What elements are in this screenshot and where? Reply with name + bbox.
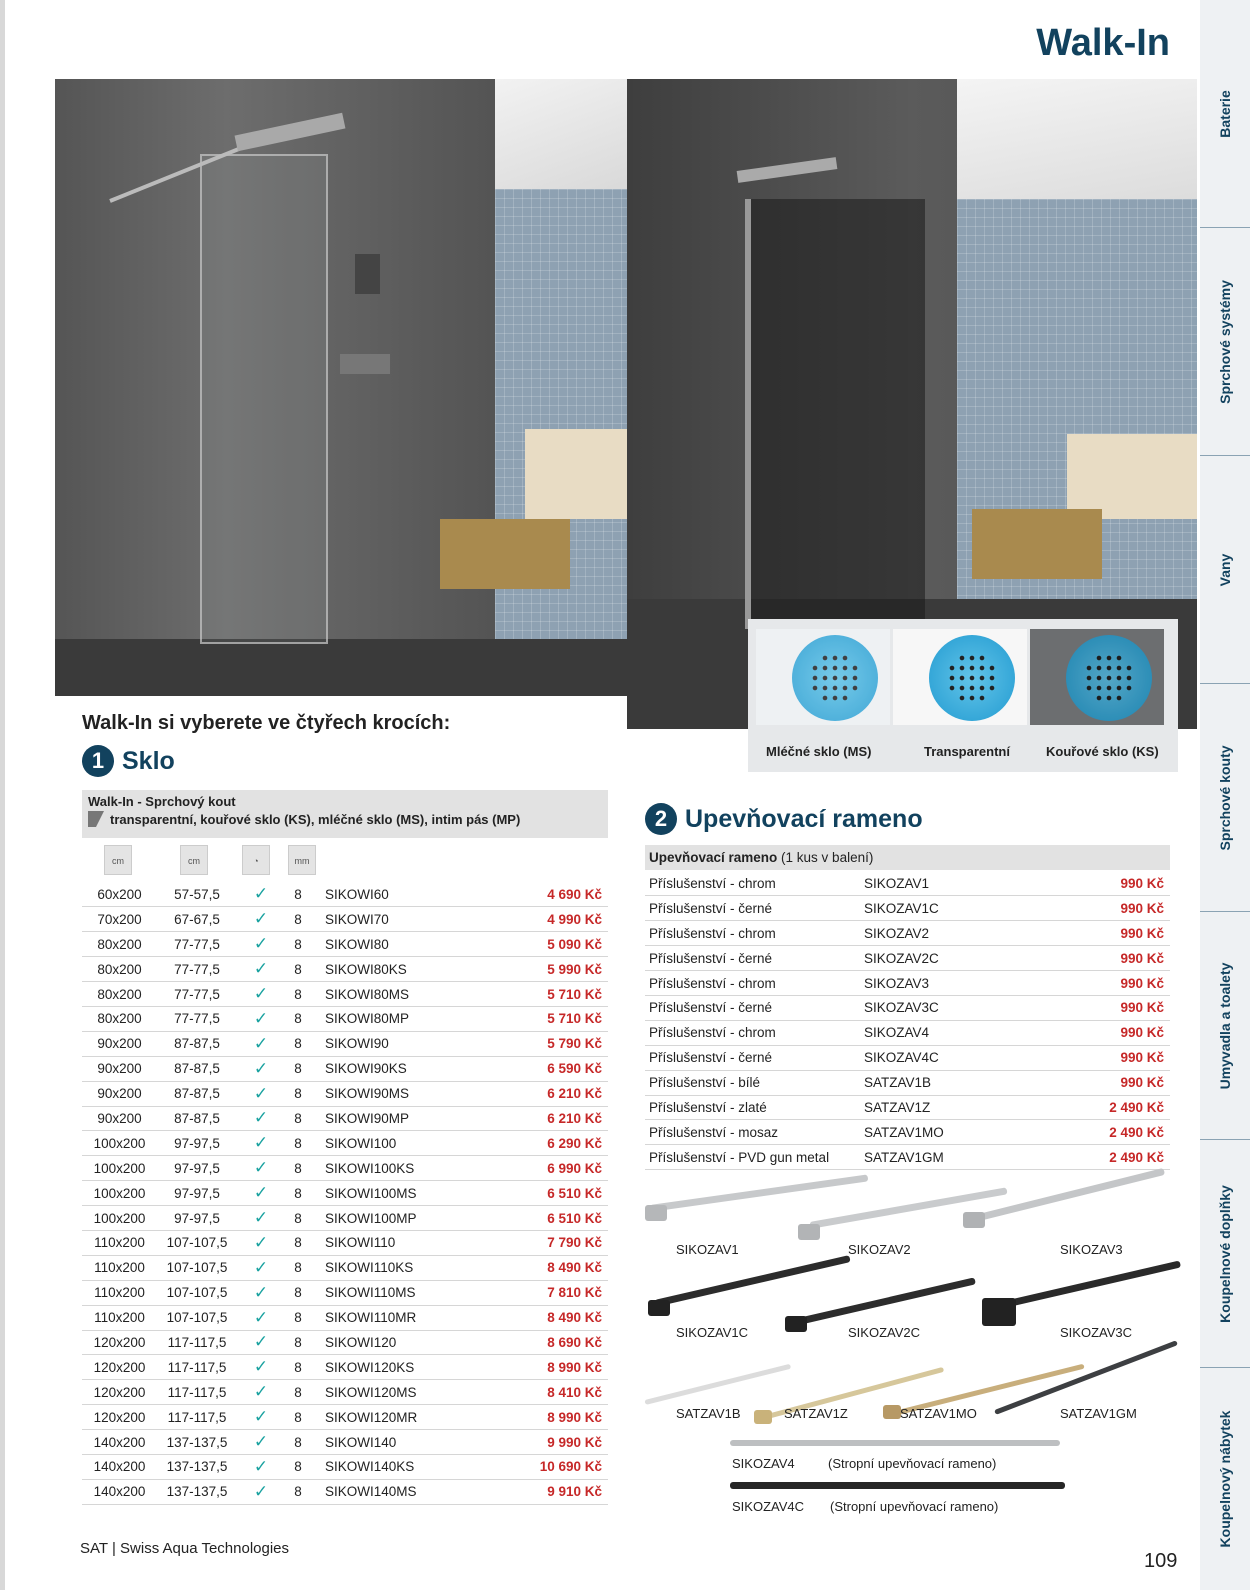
- price-cell: 7 790 Kč: [492, 1230, 608, 1255]
- desc-cell: Příslušenství - chrom: [645, 1020, 860, 1045]
- price-cell: 990 Kč: [1038, 896, 1170, 921]
- range-cell: 57-57,5: [157, 882, 237, 907]
- range-cell: 87-87,5: [157, 1031, 237, 1056]
- desc-cell: Příslušenství - chrom: [645, 921, 860, 946]
- label-sikozav1: SIKOZAV1: [676, 1242, 739, 1257]
- thickness-cell: 8: [285, 1355, 311, 1380]
- size-cell: 90x200: [82, 1106, 157, 1131]
- check-icon: ✓: [237, 1405, 285, 1430]
- price-cell: 2 490 Kč: [1038, 1145, 1170, 1170]
- check-icon: ✓: [237, 1305, 285, 1330]
- code-cell: SATZAV1B: [860, 1070, 1038, 1095]
- code-cell: SIKOWI80KS: [311, 957, 492, 982]
- price-cell: 990 Kč: [1038, 1070, 1170, 1095]
- swatch-label: Kouřové sklo (KS): [1046, 744, 1159, 759]
- table-row: [645, 896, 1170, 921]
- price-cell: 5 710 Kč: [492, 1006, 608, 1031]
- sidebar-item-doplnky[interactable]: Koupelnové doplňky: [1200, 1140, 1250, 1368]
- thickness-cell: 8: [285, 907, 311, 932]
- desc-cell: Příslušenství - černé: [645, 946, 860, 971]
- thickness-icon: mm: [288, 845, 316, 875]
- check-icon: ✓: [237, 1056, 285, 1081]
- table-row: [82, 1454, 608, 1479]
- range-cell: 87-87,5: [157, 1056, 237, 1081]
- sidebar-item-sprchove-systemy[interactable]: Sprchové systémy: [1200, 228, 1250, 456]
- sidebar-item-nabytek[interactable]: Koupelnový nábytek: [1217, 1410, 1233, 1548]
- swatch-label: Mléčné sklo (MS): [766, 744, 872, 759]
- table-row: [82, 1380, 608, 1405]
- check-icon: ✓: [237, 907, 285, 932]
- size-cell: 90x200: [82, 1031, 157, 1056]
- intro-heading: Walk-In si vyberete ve čtyřech krocích:: [82, 712, 451, 734]
- range-cell: 107-107,5: [157, 1280, 237, 1305]
- swatch-transparentni: [893, 629, 1027, 725]
- check-icon: ✓: [237, 1380, 285, 1405]
- thickness-cell: 8: [285, 1255, 311, 1280]
- table-row: [82, 1131, 608, 1156]
- step-title: Upevňovací rameno: [685, 804, 923, 833]
- sklo-info-box: [82, 790, 608, 838]
- check-icon: ✓: [237, 1206, 285, 1231]
- desc-cell: Příslušenství - černé: [645, 995, 860, 1020]
- code-cell: SIKOWI100MS: [311, 1181, 492, 1206]
- size-cell: 140x200: [82, 1430, 157, 1455]
- price-cell: 4 690 Kč: [492, 882, 608, 907]
- code-cell: SATZAV1MO: [860, 1120, 1038, 1145]
- price-cell: 6 510 Kč: [492, 1206, 608, 1231]
- size-cell: 120x200: [82, 1380, 157, 1405]
- size-cell: 90x200: [82, 1081, 157, 1106]
- table-row: [82, 1405, 608, 1430]
- table-row: [82, 1355, 608, 1380]
- thickness-cell: 8: [285, 1006, 311, 1031]
- table-row: [645, 871, 1170, 896]
- thickness-cell: 8: [285, 1380, 311, 1405]
- code-cell: SIKOWI120: [311, 1330, 492, 1355]
- step-1-heading: [82, 745, 175, 777]
- desc-cell: Příslušenství - mosaz: [645, 1120, 860, 1145]
- size-cell: 140x200: [82, 1479, 157, 1504]
- range-cell: 137-137,5: [157, 1454, 237, 1479]
- table-row: [82, 932, 608, 957]
- check-icon: ✓: [237, 1081, 285, 1106]
- range-cell: 97-97,5: [157, 1206, 237, 1231]
- size-cell: 110x200: [82, 1255, 157, 1280]
- thickness-cell: 8: [285, 1305, 311, 1330]
- swatch-kourove: [1030, 629, 1164, 725]
- code-cell: SIKOWI120KS: [311, 1355, 492, 1380]
- thickness-cell: 8: [285, 982, 311, 1007]
- code-cell: SIKOZAV1: [860, 871, 1038, 896]
- thickness-cell: 8: [285, 1479, 311, 1504]
- sklo-box-options: transparentní, kouřové sklo (KS), mléčné sklo (MS), intim pás (MP): [110, 811, 521, 827]
- table-row: [645, 1145, 1170, 1170]
- rameno-table-header: [645, 845, 1170, 870]
- price-cell: 6 990 Kč: [492, 1156, 608, 1181]
- check-icon: ✓: [237, 1106, 285, 1131]
- swatch-mlecne: [756, 629, 890, 725]
- code-cell: SATZAV1GM: [860, 1145, 1038, 1170]
- thickness-cell: 8: [285, 882, 311, 907]
- code-cell: SIKOWI100: [311, 1131, 492, 1156]
- walk-in-photo-left: [55, 79, 627, 696]
- range-cell: 117-117,5: [157, 1405, 237, 1430]
- check-icon: ✓: [237, 1454, 285, 1479]
- range-cell: 117-117,5: [157, 1380, 237, 1405]
- table-row: [82, 1056, 608, 1081]
- price-cell: 5 710 Kč: [492, 982, 608, 1007]
- code-cell: SIKOZAV4C: [860, 1045, 1038, 1070]
- rameno-table: [645, 871, 1170, 1170]
- thickness-cell: 8: [285, 957, 311, 982]
- code-cell: SIKOWI80MP: [311, 1006, 492, 1031]
- size-cell: 80x200: [82, 1006, 157, 1031]
- range-cell: 107-107,5: [157, 1255, 237, 1280]
- table-row: [82, 1156, 608, 1181]
- table-row: [82, 1305, 608, 1330]
- thickness-cell: 8: [285, 1156, 311, 1181]
- price-cell: 5 090 Kč: [492, 932, 608, 957]
- check-icon: ✓: [237, 1255, 285, 1280]
- code-cell: SIKOWI90MP: [311, 1106, 492, 1131]
- table-row: [645, 1095, 1170, 1120]
- code-cell: SIKOWI110MS: [311, 1280, 492, 1305]
- desc-cell: Příslušenství - černé: [645, 1045, 860, 1070]
- price-cell: 6 510 Kč: [492, 1181, 608, 1206]
- size-cell: 60x200: [82, 882, 157, 907]
- size-cell: 110x200: [82, 1280, 157, 1305]
- table-row: [82, 1031, 608, 1056]
- range-cell: 137-137,5: [157, 1479, 237, 1504]
- table-row: [82, 1006, 608, 1031]
- thickness-cell: 8: [285, 1405, 311, 1430]
- thickness-cell: 8: [285, 1181, 311, 1206]
- label-satzav1z: SATZAV1Z: [784, 1406, 848, 1421]
- check-icon: ✓: [237, 1031, 285, 1056]
- price-cell: 6 210 Kč: [492, 1106, 608, 1131]
- size-cell: 120x200: [82, 1330, 157, 1355]
- code-cell: SIKOWI90MS: [311, 1081, 492, 1106]
- table-row: [82, 882, 608, 907]
- price-cell: 10 690 Kč: [492, 1454, 608, 1479]
- check-icon: ✓: [237, 1355, 285, 1380]
- range-cell: 107-107,5: [157, 1230, 237, 1255]
- range-cell: 67-67,5: [157, 907, 237, 932]
- table-row: [82, 957, 608, 982]
- table-row: [82, 1230, 608, 1255]
- table-row: [82, 1206, 608, 1231]
- table-row: [82, 907, 608, 932]
- table-row: [82, 1479, 608, 1504]
- sidebar-item-umyvadla[interactable]: Umyvadla a toalety: [1200, 912, 1250, 1140]
- thickness-cell: 8: [285, 1454, 311, 1479]
- thickness-cell: 8: [285, 1330, 311, 1355]
- size-cell: 80x200: [82, 982, 157, 1007]
- page-edge: [0, 0, 5, 1590]
- range-cell: 137-137,5: [157, 1430, 237, 1455]
- size-cell: 100x200: [82, 1156, 157, 1181]
- check-icon: ✓: [237, 957, 285, 982]
- thickness-cell: 8: [285, 1081, 311, 1106]
- label-sikozav4: SIKOZAV4: [732, 1456, 795, 1471]
- code-cell: SIKOWI140KS: [311, 1454, 492, 1479]
- code-cell: SIKOZAV2C: [860, 946, 1038, 971]
- price-cell: 5 990 Kč: [492, 957, 608, 982]
- table-row: [645, 1070, 1170, 1095]
- price-cell: 6 290 Kč: [492, 1131, 608, 1156]
- sklo-box-title: Walk-In - Sprchový kout: [88, 794, 236, 809]
- code-cell: SIKOWI110: [311, 1230, 492, 1255]
- check-icon: ✓: [237, 1479, 285, 1504]
- size-cell: 100x200: [82, 1131, 157, 1156]
- check-icon: ✓: [237, 932, 285, 957]
- range-cell: 97-97,5: [157, 1156, 237, 1181]
- glass-swatches: [748, 619, 1178, 772]
- size-cell: 100x200: [82, 1181, 157, 1206]
- desc-cell: Příslušenství - bílé: [645, 1070, 860, 1095]
- size-cell: 90x200: [82, 1056, 157, 1081]
- label-satzav1gm: SATZAV1GM: [1060, 1406, 1137, 1421]
- step-title: Sklo: [122, 746, 175, 775]
- label-sikozav2: SIKOZAV2: [848, 1242, 911, 1257]
- price-cell: 8 490 Kč: [492, 1305, 608, 1330]
- table-row: [645, 1045, 1170, 1070]
- range-cell: 117-117,5: [157, 1355, 237, 1380]
- price-cell: 5 790 Kč: [492, 1031, 608, 1056]
- table-row: [82, 1280, 608, 1305]
- price-cell: 8 490 Kč: [492, 1255, 608, 1280]
- label-sikozav4-note: (Stropní upevňovací rameno): [828, 1456, 997, 1471]
- desc-cell: Příslušenství - zlaté: [645, 1095, 860, 1120]
- swatch-label: Transparentní: [924, 744, 1010, 759]
- code-cell: SIKOWI90KS: [311, 1056, 492, 1081]
- range-cell: 87-87,5: [157, 1081, 237, 1106]
- thickness-cell: 8: [285, 1430, 311, 1455]
- table-row: [645, 921, 1170, 946]
- page-title: Walk-In: [1036, 22, 1170, 64]
- price-cell: 4 990 Kč: [492, 907, 608, 932]
- range-cell: 97-97,5: [157, 1131, 237, 1156]
- desc-cell: Příslušenství - PVD gun metal: [645, 1145, 860, 1170]
- label-sikozav3: SIKOZAV3: [1060, 1242, 1123, 1257]
- label-sikozav4c-note: (Stropní upevňovací rameno): [830, 1499, 999, 1514]
- range-cell: 77-77,5: [157, 957, 237, 982]
- desc-cell: Příslušenství - černé: [645, 896, 860, 921]
- code-cell: SIKOWI110KS: [311, 1255, 492, 1280]
- table-row: [645, 971, 1170, 996]
- code-cell: SIKOWI140: [311, 1430, 492, 1455]
- size-cell: 120x200: [82, 1405, 157, 1430]
- table-row: [82, 1106, 608, 1131]
- size-cell: 80x200: [82, 957, 157, 982]
- sidebar-item-vany[interactable]: Vany: [1200, 456, 1250, 684]
- table-row: [82, 1081, 608, 1106]
- step-number: 1: [82, 745, 114, 777]
- code-cell: SIKOWI90: [311, 1031, 492, 1056]
- size-cell: 110x200: [82, 1230, 157, 1255]
- range-cell: 107-107,5: [157, 1305, 237, 1330]
- code-cell: SIKOWI120MS: [311, 1380, 492, 1405]
- thickness-cell: 8: [285, 1031, 311, 1056]
- code-cell: SIKOWI100MP: [311, 1206, 492, 1231]
- price-cell: 9 910 Kč: [492, 1479, 608, 1504]
- thickness-cell: 8: [285, 1131, 311, 1156]
- price-cell: 990 Kč: [1038, 1045, 1170, 1070]
- size-cell: 100x200: [82, 1206, 157, 1231]
- label-sikozav3c: SIKOZAV3C: [1060, 1325, 1133, 1340]
- size-cell: 70x200: [82, 907, 157, 932]
- check-icon: ✓: [237, 882, 285, 907]
- size-cell: 120x200: [82, 1355, 157, 1380]
- check-icon: ✓: [237, 1131, 285, 1156]
- table-row: [82, 1255, 608, 1280]
- thickness-cell: 8: [285, 1106, 311, 1131]
- table-row: [645, 1120, 1170, 1145]
- step-number: 2: [645, 803, 677, 835]
- code-cell: SIKOZAV4: [860, 1020, 1038, 1045]
- label-satzav1b: SATZAV1B: [676, 1406, 741, 1421]
- code-cell: SIKOWI120MR: [311, 1405, 492, 1430]
- desc-cell: Příslušenství - chrom: [645, 871, 860, 896]
- price-cell: 2 490 Kč: [1038, 1095, 1170, 1120]
- table-row: [82, 1430, 608, 1455]
- price-cell: 8 410 Kč: [492, 1380, 608, 1405]
- footer-brand: SAT | Swiss Aqua Technologies: [80, 1540, 290, 1557]
- size-cell: 80x200: [82, 932, 157, 957]
- code-cell: SIKOWI100KS: [311, 1156, 492, 1181]
- check-icon: ✓: [237, 1430, 285, 1455]
- range-cell: 77-77,5: [157, 982, 237, 1007]
- code-cell: SIKOWI70: [311, 907, 492, 932]
- glass-coating-icon: ◔: [242, 845, 270, 875]
- thickness-cell: 8: [285, 932, 311, 957]
- check-icon: ✓: [237, 1006, 285, 1031]
- check-icon: ✓: [237, 1181, 285, 1206]
- thickness-cell: 8: [285, 1230, 311, 1255]
- range-cell: 77-77,5: [157, 932, 237, 957]
- sidebar-item-sprchove-kouty[interactable]: Sprchové kouty: [1200, 684, 1250, 912]
- sklo-table: [82, 882, 608, 1505]
- height-icon: cm: [104, 845, 132, 875]
- price-cell: 990 Kč: [1038, 921, 1170, 946]
- table-row: [82, 982, 608, 1007]
- rameno-head-note: (1 kus v balení): [777, 850, 874, 865]
- table-row: [645, 946, 1170, 971]
- glass-type-icon: [88, 811, 104, 827]
- price-cell: 990 Kč: [1038, 971, 1170, 996]
- price-cell: 8 990 Kč: [492, 1405, 608, 1430]
- price-cell: 990 Kč: [1038, 946, 1170, 971]
- desc-cell: Příslušenství - chrom: [645, 971, 860, 996]
- size-cell: 110x200: [82, 1305, 157, 1330]
- price-cell: 990 Kč: [1038, 1020, 1170, 1045]
- code-cell: SIKOWI110MR: [311, 1305, 492, 1330]
- check-icon: ✓: [237, 1330, 285, 1355]
- label-sikozav2c: SIKOZAV2C: [848, 1325, 921, 1340]
- code-cell: SIKOWI60: [311, 882, 492, 907]
- range-cell: 87-87,5: [157, 1106, 237, 1131]
- rameno-head-bold: Upevňovací rameno: [649, 850, 778, 865]
- price-cell: 8 990 Kč: [492, 1355, 608, 1380]
- check-icon: ✓: [237, 1280, 285, 1305]
- sidebar-item-baterie[interactable]: Baterie: [1200, 0, 1250, 228]
- column-icons: [82, 845, 608, 879]
- table-row: [82, 1181, 608, 1206]
- size-cell: 140x200: [82, 1454, 157, 1479]
- code-cell: SIKOZAV2: [860, 921, 1038, 946]
- price-cell: 9 990 Kč: [492, 1430, 608, 1455]
- range-cell: 97-97,5: [157, 1181, 237, 1206]
- step-2-heading: [645, 803, 923, 835]
- price-cell: 7 810 Kč: [492, 1280, 608, 1305]
- width-icon: cm: [180, 845, 208, 875]
- price-cell: 8 690 Kč: [492, 1330, 608, 1355]
- label-sikozav1c: SIKOZAV1C: [676, 1325, 749, 1340]
- price-cell: 990 Kč: [1038, 995, 1170, 1020]
- thickness-cell: 8: [285, 1280, 311, 1305]
- price-cell: 6 590 Kč: [492, 1056, 608, 1081]
- table-row: [645, 1020, 1170, 1045]
- code-cell: SIKOZAV1C: [860, 896, 1038, 921]
- price-cell: 6 210 Kč: [492, 1081, 608, 1106]
- table-row: [645, 995, 1170, 1020]
- code-cell: SIKOZAV3: [860, 971, 1038, 996]
- label-satzav1mo: SATZAV1MO: [900, 1406, 977, 1421]
- table-row: [82, 1330, 608, 1355]
- range-cell: 117-117,5: [157, 1330, 237, 1355]
- code-cell: SATZAV1Z: [860, 1095, 1038, 1120]
- check-icon: ✓: [237, 982, 285, 1007]
- category-sidebar: [1200, 0, 1250, 1590]
- check-icon: ✓: [237, 1230, 285, 1255]
- check-icon: ✓: [237, 1156, 285, 1181]
- range-cell: 77-77,5: [157, 1006, 237, 1031]
- thickness-cell: 8: [285, 1206, 311, 1231]
- price-cell: 990 Kč: [1038, 871, 1170, 896]
- code-cell: SIKOWI140MS: [311, 1479, 492, 1504]
- page-number: 109: [1144, 1550, 1178, 1572]
- code-cell: SIKOWI80: [311, 932, 492, 957]
- code-cell: SIKOZAV3C: [860, 995, 1038, 1020]
- thickness-cell: 8: [285, 1056, 311, 1081]
- code-cell: SIKOWI80MS: [311, 982, 492, 1007]
- price-cell: 2 490 Kč: [1038, 1120, 1170, 1145]
- label-sikozav4c: SIKOZAV4C: [732, 1499, 805, 1514]
